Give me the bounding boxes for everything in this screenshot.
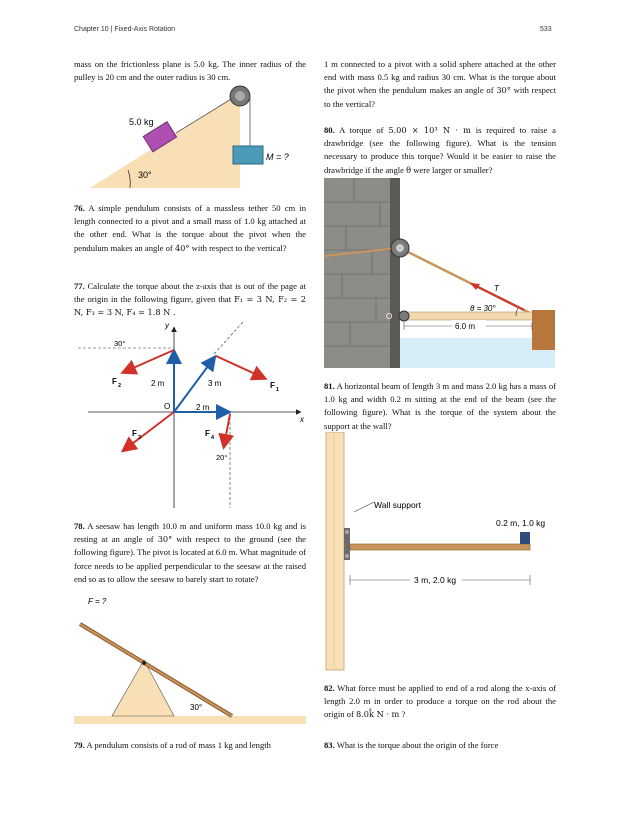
- pivot-triangle: [112, 660, 174, 716]
- question-77: 77. Calculate the torque about the z-axis that is out of the page at the origin in the following figure, given that F₁ = 3 N, F₂ = 2 N, F₃ = 3 N, F₄ = 1.8 N .: [74, 281, 306, 318]
- end-mass: [520, 532, 530, 544]
- stone-wall: [324, 178, 400, 368]
- question-83-start: 83. What is the torque about the origin of the force: [324, 740, 499, 750]
- svg-text:20°: 20°: [216, 453, 228, 462]
- horizontal-beam: [350, 544, 530, 550]
- svg-text:6.0 m: 6.0 m: [455, 322, 476, 331]
- svg-text:O: O: [164, 402, 171, 411]
- wall-beam-figure: [324, 432, 556, 672]
- svg-text:4: 4: [211, 435, 215, 441]
- hanging-mass-label: M = ?: [266, 152, 289, 162]
- f1-arrow: [216, 356, 264, 378]
- svg-text:3 m: 3 m: [208, 379, 222, 388]
- block-mass-label: 5.0 kg: [129, 117, 154, 127]
- svg-text:2: 2: [118, 383, 122, 389]
- water: [400, 338, 555, 368]
- page-number: 533: [540, 26, 552, 33]
- svg-text:F: F: [270, 381, 275, 390]
- svg-text:y: y: [165, 321, 169, 330]
- svg-text:x: x: [300, 415, 304, 424]
- question-80: 80. A torque of 5.00 × 10³ N · m is required to raise a drawbridge (see the following figure). What is the tension necessary to produce this torque? Would it be easier to raise the drawbridge if the angle θ were larger or smaller?: [324, 125, 556, 175]
- incline-angle-label: 30°: [138, 170, 152, 180]
- svg-text:F: F: [132, 429, 137, 438]
- svg-text:1: 1: [276, 387, 280, 393]
- question-75-tail: mass on the frictionless plane is 5.0 kg. The inner radius of the pulley is 20 cm and the outer radius is 30 cm.: [74, 59, 306, 83]
- running-header: Chapter 10 | Fixed-Axis Rotation: [74, 26, 176, 33]
- hinge: [399, 311, 409, 321]
- question-82: 82. What force must be applied to end of a rod along the x-axis of length 2.0 m in order to produce a torque on the rod about the origin of 8.0k̂ N · m ?: [324, 683, 556, 720]
- question-79-tail: 1 m connected to a pivot with a solid sphere attached at the other end with mass 0.5 kg and radius 30 cm. What is the torque about the pivot when the pendulum makes an angle of 30° with respect to the vertical?: [324, 59, 556, 109]
- incline-pulley-figure: [80, 78, 300, 193]
- svg-text:F = ?: F = ?: [88, 597, 107, 606]
- svg-text:2 m: 2 m: [196, 403, 210, 412]
- svg-text:3 m, 2.0 kg: 3 m, 2.0 kg: [414, 575, 457, 585]
- f4-arrow: [224, 414, 230, 446]
- f2-arrow: [124, 350, 174, 372]
- question-81: 81. A horizontal beam of length 3 m and mass 2.0 kg has a mass of 1.0 kg and width 0.2 m sitting at the end of the beam (see the following figure). What is the torque of the system about the support at the wall?: [324, 381, 556, 431]
- svg-text:2 m: 2 m: [151, 379, 165, 388]
- question-76: 76. A simple pendulum consists of a massless tether 50 cm in length connected to a pivot and a small mass of 1.0 kg attached at the other end. What is the torque about the pivot when the pendulum makes an angle of 40° with respect to the vertical?: [74, 203, 306, 253]
- question-78: 78. A seesaw has length 10.0 m and uniform mass 10.0 kg and is resting at an angle of 30° with respect to the ground (see the following figure). The pivot is located at 6.0 m. What magnitude of force needs to be applied perpendicular to the seesaw at the raised end so as to allow the seesaw to barely start to rotate?: [74, 521, 306, 584]
- far-bank: [532, 310, 555, 350]
- question-79-start: 79. A pendulum consists of a rod of mass 1 kg and length: [74, 740, 271, 750]
- svg-text:30°: 30°: [114, 339, 126, 348]
- svg-text:0.2 m, 1.0 kg: 0.2 m, 1.0 kg: [496, 518, 546, 528]
- ground: [74, 716, 306, 724]
- seesaw-figure: [74, 592, 306, 724]
- hanging-mass: [233, 146, 263, 164]
- drawbridge-figure: [324, 178, 555, 368]
- svg-text:F: F: [205, 429, 210, 438]
- bridge-deck: [402, 312, 534, 320]
- wall-board: [326, 432, 344, 670]
- svg-text:T: T: [494, 284, 499, 293]
- force-diagram: [78, 318, 313, 518]
- svg-text:θ = 30°: θ = 30°: [470, 304, 496, 313]
- svg-text:30°: 30°: [190, 703, 203, 712]
- svg-text:F: F: [112, 377, 117, 386]
- svg-text:O: O: [386, 312, 393, 321]
- svg-text:3: 3: [138, 435, 142, 441]
- svg-text:Wall support: Wall support: [374, 500, 421, 510]
